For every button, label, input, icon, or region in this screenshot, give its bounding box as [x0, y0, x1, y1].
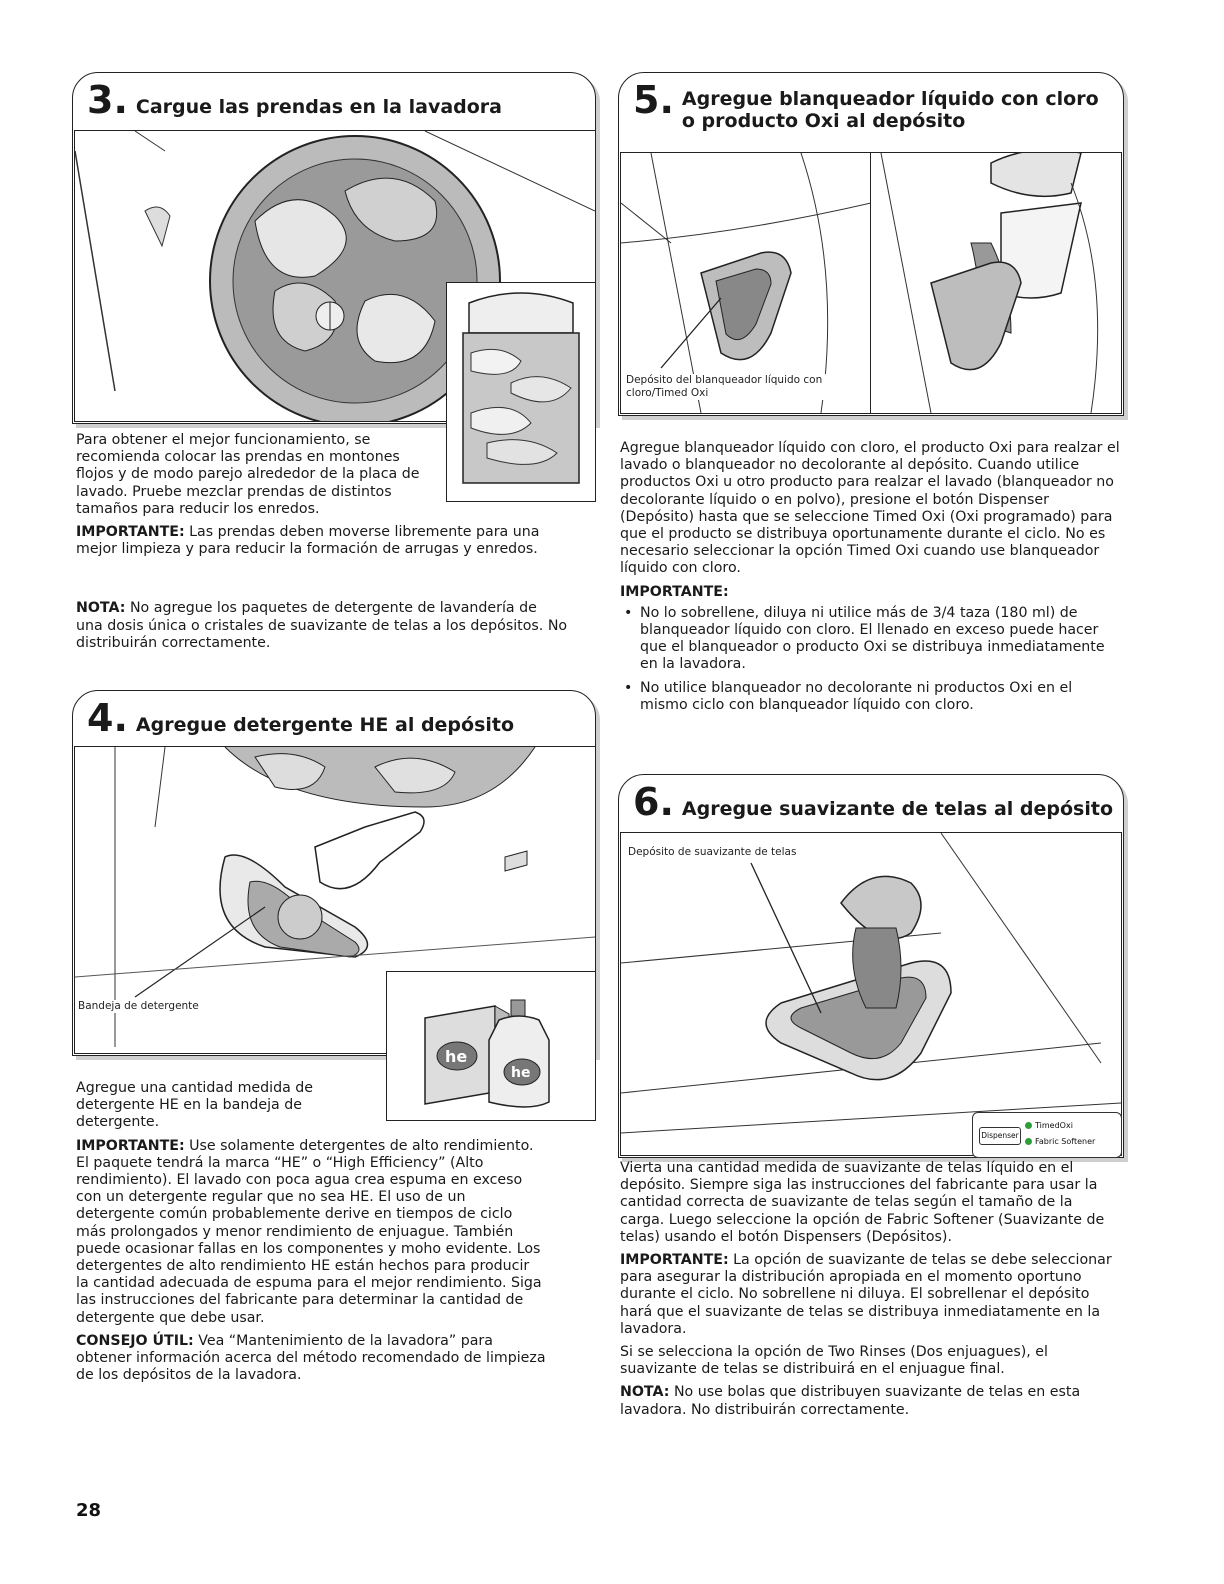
section-3-note-label: NOTA: [76, 600, 126, 617]
section-4-intro [76, 1080, 366, 1132]
section-4-body [76, 1080, 546, 1390]
fabric-softener-illustration [620, 832, 1122, 1156]
fabric-softener-indicator-icon [1025, 1138, 1032, 1145]
page-number: 28 [76, 1500, 102, 1521]
section-4-tip [76, 1333, 546, 1385]
section-4-important-text: Use solamente detergentes de alto rendimiento. El paquete tendrá la marca “HE” o “High Efficiency” (Alto rendimiento). El lavado con poca agua crea espuma en exceso con un detergente regular que no sea HE. El uso de un detergente común probablemente derive en tiempos de ciclo más prolongados y menor rendimiento de enjuague. También puede ocasionar fallas en los componentes y moho evidente. Los detergentes de alto rendimiento HE están hechos para producir la cantidad adecuada de espuma para el mejor rendimiento. Siga las instrucciones del fabricante para determinar la cantidad de detergente que debe usar. [76, 1137, 542, 1326]
section-6-intro: Vierta una cantidad medida de suavizante de telas líquido en el depósito. Siempre siga las instrucciones del fabricante para usar la cantidad correcta de suavizante de telas según el tamaño de la carga. Luego seleccione la opción de Fabric Softener (Suavizante de telas) usando el botón Dispensers (Depósitos). [620, 1160, 1105, 1245]
timed-oxi-label: TimedOxi [1035, 1121, 1073, 1130]
section-3-note-text: No agregue los paquetes de detergente de lavandería de una dosis única o cristales de suavizante de telas a los depósitos. No distribuirán correctamente. [76, 600, 568, 651]
section-4-title: Agregue detergente HE al depósito [135, 714, 515, 736]
section-5-intro: Agregue blanqueador líquido con cloro, el producto Oxi para realzar el lavado o blanqueador no decolorante al depósito. Cuando utilice productos Oxi u otro producto para realzar el lavado (blanqueador no decolorante líquido o en polvo), presione el botón Dispenser (Depósito) hasta que se seleccione Timed Oxi (Oxi programado) para que el producto se distribuya oportunamente durante el ciclo. No es necesario seleccionar la opción Timed Oxi cuando use blanqueador líquido con cloro. [620, 440, 1120, 577]
fabric-softener-callout: Depósito de suavizante de telas [628, 846, 797, 858]
section-3-intro-text: Para obtener el mejor funcionamiento, se recomienda colocar las prendas en montones flojos y de modo parejo alrededor de la placa de lavado. Pruebe mezclar prendas de distintos tamaños para reducir los enredos. [76, 432, 420, 517]
section-3-intro [76, 432, 432, 518]
section-5-body [620, 440, 1120, 720]
section-5-bullet-2: • No utilice blanqueador no decolorante ni productos Oxi en el mismo ciclo con blanqueador líquido con cloro. [620, 680, 1120, 714]
section-3-important-label: IMPORTANTE: [76, 524, 185, 541]
section-4-intro-text: Agregue una cantidad medida de detergente HE en la bandeja de detergente. [76, 1080, 314, 1131]
section-5-important-label: IMPORTANTE: [620, 583, 729, 600]
section-4-number: 4. [87, 696, 128, 740]
he-logo-icon: he [445, 1047, 468, 1066]
section-6-heading [633, 781, 1113, 825]
section-6-number: 6. [633, 780, 674, 824]
detergent-tray-callout: Bandeja de detergente [78, 1000, 199, 1012]
section-6-body [620, 1160, 1120, 1425]
section-4-heading [87, 697, 585, 741]
fabric-softener-label: Fabric Softener [1035, 1137, 1096, 1146]
section-4-tip-text: Vea “Mantenimiento de la lavadora” para obtener información acerca del método recomendado de limpieza de los depósitos de la lavadora. [76, 1332, 546, 1384]
section-5-bullets [620, 605, 1120, 714]
section-3-important-text: Las prendas deben moverse libremente para una mejor limpieza y para reducir la formación de arrugas y enredos. [76, 524, 540, 558]
bleach-dispenser-callout: Depósito del blanqueador líquido con cloro/Timed Oxi [626, 374, 836, 400]
section-6-two-rinses: Si se selecciona la opción de Two Rinses (Dos enjuagues), el suavizante de telas se distribuirá en el enjuague final. [620, 1344, 1048, 1378]
section-6-note [620, 1384, 1120, 1418]
dispenser-button[interactable]: Dispenser [979, 1127, 1021, 1145]
section-4-tip-label: CONSEJO ÚTIL: [76, 1332, 194, 1349]
dispenser-panel [972, 1112, 1122, 1158]
section-5-bullet-1: • No lo sobrellene, diluya ni utilice más de 3/4 taza (180 ml) de blanqueador líquido con cloro. El llenado en exceso puede hacer que el blanqueador o producto Oxi se distribuya inmediatamente en la lavadora. [620, 605, 1120, 674]
section-3-note [76, 600, 568, 652]
section-6-important-text: La opción de suavizante de telas se debe seleccionar para asegurar la distribución apropiada en el momento oportuno durante el ciclo. No sobrellene ni diluya. El sobrellenar el depósito hará que el suavizante de telas se distribuya inmediatamente en la lavadora. [620, 1252, 1112, 1337]
section-6-note-text: No use bolas que distribuyen suavizante de telas en esta lavadora. No distribuirán correctamente. [620, 1384, 1081, 1418]
section-6-important [620, 1252, 1120, 1338]
section-6-title: Agregue suavizante de telas al depósito [681, 798, 1113, 820]
timed-oxi-indicator-icon [1025, 1122, 1032, 1129]
fabric-softener-option[interactable] [1025, 1137, 1095, 1146]
section-3-title: Cargue las prendas en la lavadora [135, 96, 503, 118]
section-5-number: 5. [633, 78, 674, 122]
section-4-important [76, 1138, 546, 1327]
section-3-important [76, 524, 568, 558]
section-4-important-label: IMPORTANTE: [76, 1137, 185, 1154]
section-3-body [76, 432, 568, 658]
svg-text:he: he [511, 1065, 531, 1081]
bleach-pouring-illustration [870, 152, 1122, 414]
timed-oxi-option[interactable] [1025, 1121, 1073, 1130]
section-5-heading [633, 79, 1113, 133]
section-3-number: 3. [87, 78, 128, 122]
section-3-heading [87, 79, 585, 123]
section-6-important-label: IMPORTANTE: [620, 1252, 729, 1269]
section-6-note-label: NOTA: [620, 1384, 670, 1401]
section-5-title: Agregue blanqueador líquido con cloro o producto Oxi al depósito [681, 88, 1099, 132]
